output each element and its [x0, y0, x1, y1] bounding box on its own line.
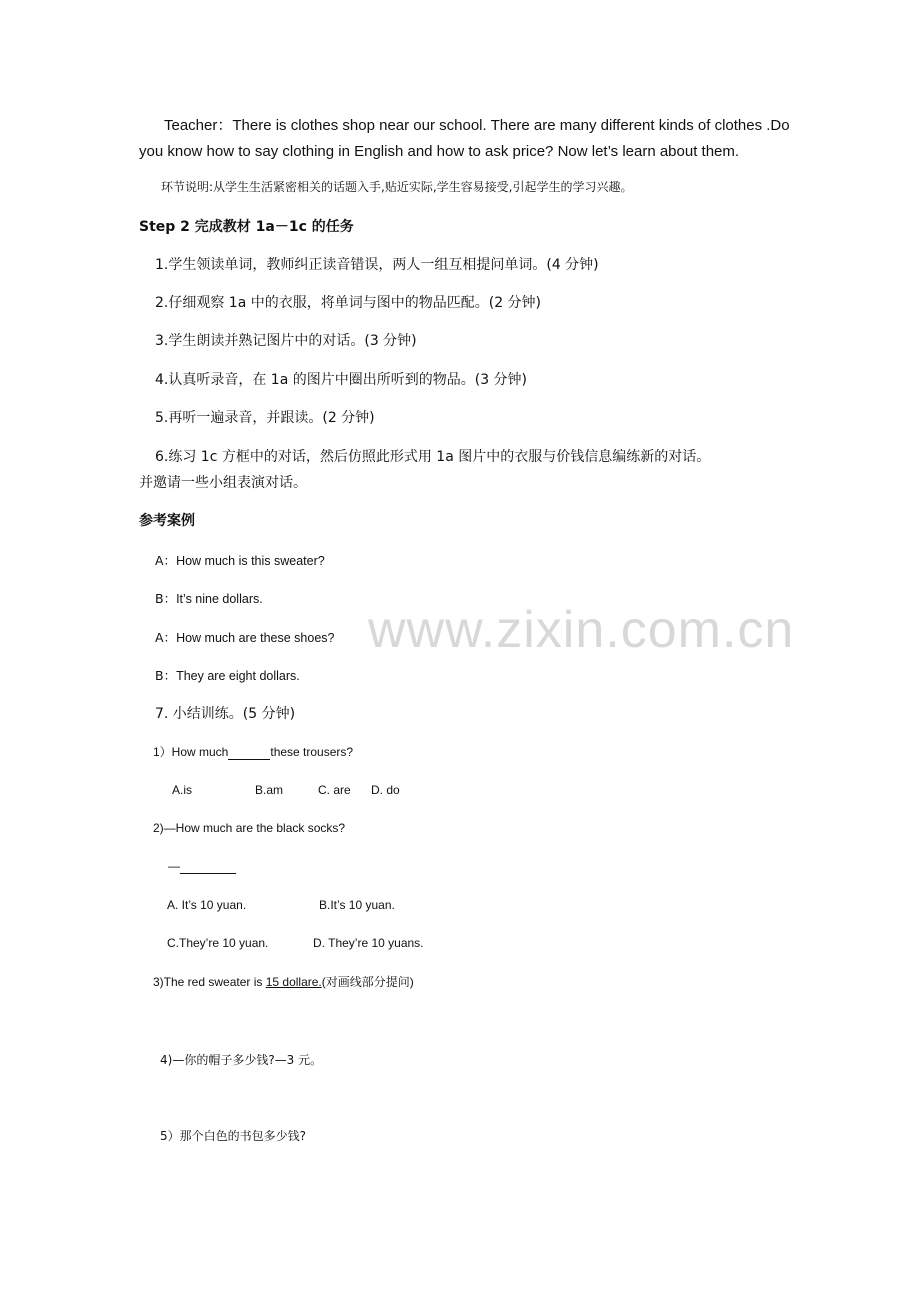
section-note: 环节说明:从学生生活紧密相关的话题入手,贴近实际,学生容易接受,引起学生的学习兴趣。 [161, 180, 633, 194]
step2-heading: Step 2 完成教材 1a－1c 的任务 [139, 219, 354, 235]
dialog-speaker: B： [155, 591, 177, 606]
question-2-option-a: A. It’s 10 yuan. [167, 898, 247, 912]
dialog-text: How much are these shoes? [176, 631, 335, 645]
practice-heading: 7. 小结训练。(5 分钟) [155, 706, 296, 722]
step2-item-1: 1.学生领读单词，教师纠正读音错误，两人一组互相提问单词。(4 分钟) [155, 257, 599, 273]
step2-item-4: 4.认真听录音，在 1a 的图片中圈出所听到的物品。(3 分钟) [155, 372, 528, 388]
dialog-speaker: B： [155, 668, 177, 683]
intro-line-2: you know how to say clothing in English and how to ask price? Now let’s learn about them. [139, 143, 740, 160]
question-1 [153, 745, 353, 760]
watermark-text: www.zixin.com.cn [368, 601, 795, 659]
dialog-line-4 [155, 668, 300, 684]
dialog-text: It’s nine dollars. [176, 592, 263, 606]
reference-heading: 参考案例 [139, 513, 195, 529]
question-1-prefix: 1）How much [153, 745, 229, 759]
dialog-text: How much is this sweater? [176, 554, 325, 568]
answer-dash: — [168, 859, 180, 873]
dialog-text: They are eight dollars. [176, 669, 300, 683]
step2-item-3: 3.学生朗读并熟记图片中的对话。(3 分钟) [155, 333, 417, 349]
question-3-suffix: (对画线部分提问) [321, 975, 414, 989]
step2-item-6-continued: 并邀请一些小组表演对话。 [139, 475, 307, 491]
intro-line-1: Teacher：There is clothes shop near our school. There are many different kinds of clothes .Do [164, 117, 790, 134]
dialog-line-3 [155, 630, 334, 646]
dialog-line-2 [155, 591, 263, 607]
question-1-option-c: C. are [318, 783, 351, 797]
question-2-option-b: B.It’s 10 yuan. [319, 898, 395, 912]
step2-item-5: 5.再听一遍录音，并跟读。(2 分钟) [155, 410, 375, 426]
question-2-option-d: D. They’re 10 yuans. [313, 936, 424, 950]
answer-blank [180, 859, 236, 874]
step2-item-2: 2.仔细观察 1a 中的衣服，将单词与图中的物品匹配。(2 分钟) [155, 295, 542, 311]
question-1-option-d: D. do [371, 783, 400, 797]
question-2-answer-line [168, 859, 236, 874]
watermark [368, 600, 794, 660]
dialog-speaker: A： [155, 553, 177, 568]
dialog-speaker: A： [155, 630, 177, 645]
step2-item-6: 6.练习 1c 方框中的对话，然后仿照此形式用 1a 图片中的衣服与价钱信息编练新的对话。 [155, 449, 711, 465]
question-3-prefix: 3)The red sweater is [153, 975, 266, 989]
dialog-line-1 [155, 553, 325, 569]
question-3-underlined: 15 dollare. [265, 975, 322, 989]
question-1-option-b: B.am [255, 783, 284, 797]
question-3 [153, 975, 414, 989]
question-5: 5）那个白色的书包多少钱? [160, 1129, 307, 1143]
question-1-option-a: A.is [172, 783, 193, 797]
answer-blank [228, 745, 270, 760]
question-2-option-c: C.They’re 10 yuan. [167, 936, 269, 950]
question-1-suffix: these trousers? [270, 745, 354, 759]
question-4: 4)—你的帽子多少钱?—3 元。 [160, 1053, 323, 1067]
question-2: 2)—How much are the black socks? [153, 821, 346, 835]
